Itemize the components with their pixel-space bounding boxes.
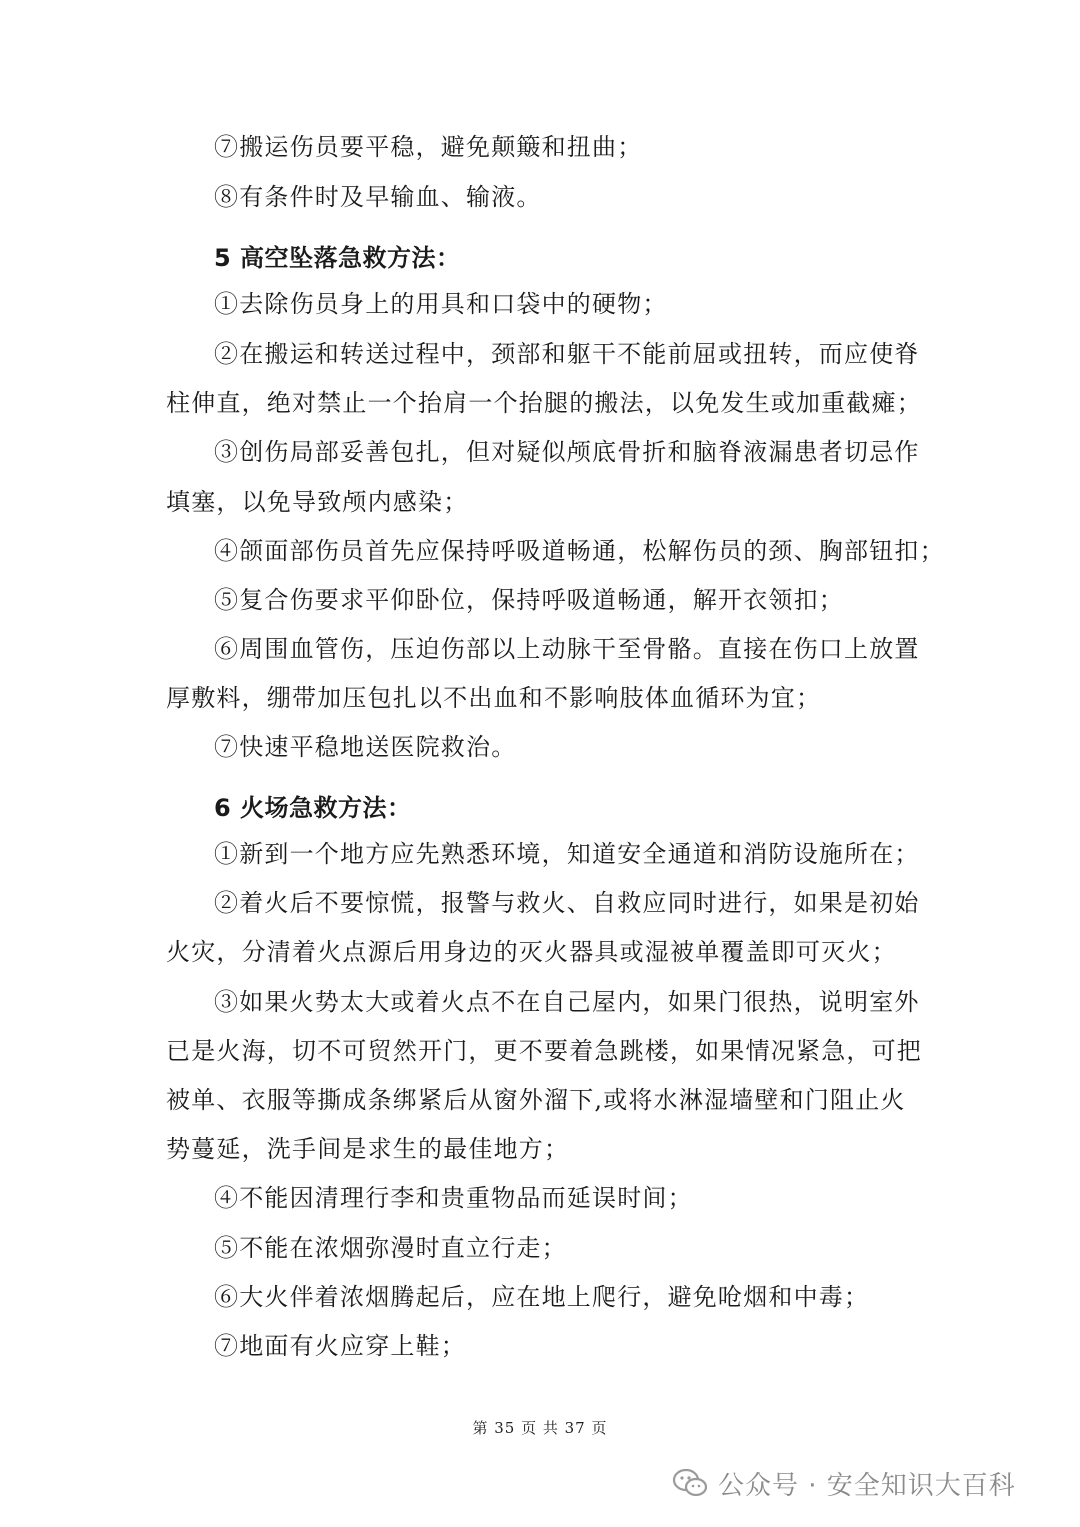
list-item-continuation: 势蔓延，洗手间是求生的最佳地方； bbox=[166, 1135, 570, 1163]
list-item: ⑧有条件时及早输血、输液。 bbox=[214, 183, 542, 211]
list-item-continuation: 柱伸直，绝对禁止一个抬肩一个抬腿的搬法，以免发生或加重截瘫； bbox=[166, 389, 922, 417]
list-item: ②在搬运和转送过程中，颈部和躯干不能前屈或扭转，而应使脊 bbox=[214, 340, 920, 368]
list-item: ③创伤局部妥善包扎，但对疑似颅底骨折和脑脊液漏患者切忌作 bbox=[214, 438, 920, 466]
list-item: ③如果火势太大或着火点不在自己屋内，如果门很热，说明室外 bbox=[214, 988, 920, 1016]
watermark-text: 公众号 · 安全知识大百科 bbox=[718, 1470, 1016, 1501]
watermark bbox=[672, 1462, 1016, 1504]
list-item: ①去除伤员身上的用具和口袋中的硬物； bbox=[214, 290, 668, 318]
list-item-continuation: 被单、衣服等撕成条绑紧后从窗外溜下,或将水淋湿墙壁和门阻止火 bbox=[166, 1086, 906, 1114]
list-item: ⑤不能在浓烟弥漫时直立行走； bbox=[214, 1234, 567, 1262]
list-item: ④不能因清理行李和贵重物品而延误时间； bbox=[214, 1184, 693, 1212]
section-heading-5: 5 高空坠落急救方法： bbox=[214, 244, 461, 272]
list-item: ⑦地面有火应穿上鞋； bbox=[214, 1332, 466, 1360]
wechat-icon bbox=[672, 1468, 708, 1498]
list-item: ④颌面部伤员首先应保持呼吸道畅通，松解伤员的颈、胸部钮扣； bbox=[214, 537, 945, 565]
section-heading-6: 6 火场急救方法： bbox=[214, 794, 412, 822]
list-item-continuation: 火灾，分清着火点源后用身边的灭火器具或湿被单覆盖即可灭火； bbox=[166, 938, 897, 966]
list-item: ⑤复合伤要求平仰卧位，保持呼吸道畅通，解开衣领扣； bbox=[214, 586, 844, 614]
list-item: ⑦快速平稳地送医院救治。 bbox=[214, 733, 517, 761]
page-number: 第 35 页 共 37 页 bbox=[472, 1419, 608, 1437]
list-item: ⑦搬运伤员要平稳，避免颠簸和扭曲； bbox=[214, 133, 643, 161]
list-item: ⑥周围血管伤，压迫伤部以上动脉干至骨骼。直接在伤口上放置 bbox=[214, 635, 920, 663]
list-item-continuation: 填塞，以免导致颅内感染； bbox=[166, 488, 469, 516]
list-item: ②着火后不要惊慌，报警与救火、自救应同时进行，如果是初始 bbox=[214, 889, 920, 917]
list-item-continuation: 已是火海，切不可贸然开门，更不要着急跳楼，如果情况紧急，可把 bbox=[166, 1037, 922, 1065]
list-item-continuation: 厚敷料，绷带加压包扎以不出血和不影响肢体血循环为宜； bbox=[166, 684, 822, 712]
list-item: ⑥大火伴着浓烟腾起后，应在地上爬行，避免呛烟和中毒； bbox=[214, 1283, 870, 1311]
list-item: ①新到一个地方应先熟悉环境，知道安全通道和消防设施所在； bbox=[214, 840, 920, 868]
